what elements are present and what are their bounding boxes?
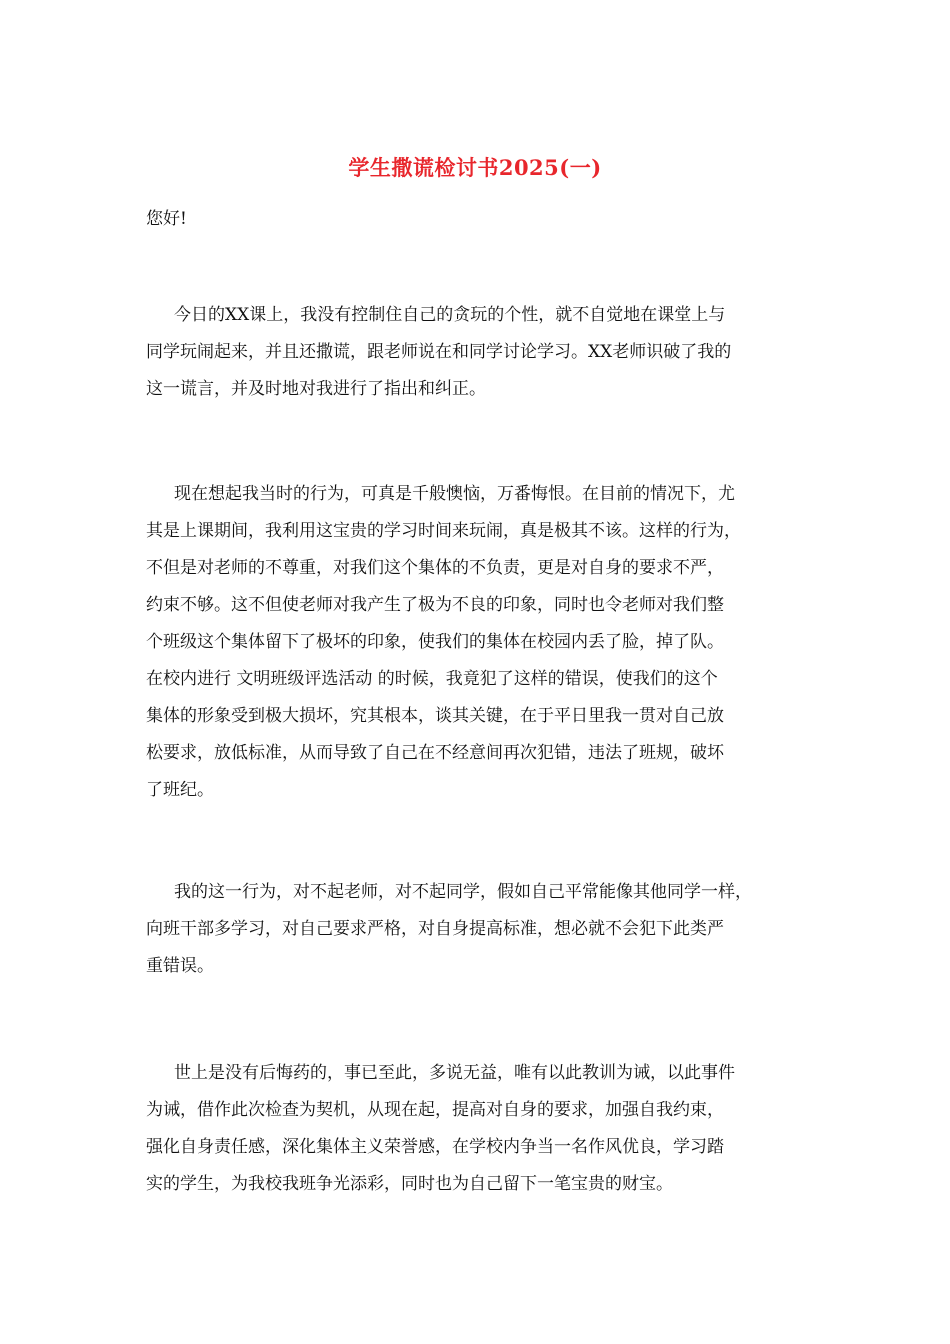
paragraph: 现在想起我当时的行为，可真是千般懊恼，万番悔恨。在目前的情况下，尤 其是上课期间，我利用这宝贵的学习时间来玩闹，真是极其不该。这样的行为， 不但是对老师的不尊重，对我们这个集体的不负责，更是对自身的要求不严， 约束不够。这不但使老师对我产生了极为不良的印象，同时也令老师对我们整 个班级这个集体留下了极坏的印象，使我们的集体在校园内丢了脸，掉了队。 在校内进行 文明班级评选活动 的时候，我竟犯了这样的错误，使我们的这个 集体的形象受到极大损坏，究其根本，谈其关键，在于平日里我一贯对自己放 松要求，放低标准，从而导致了自己在不经意间再次犯错，违法了班规，破坏 了班纪。 [146, 484, 741, 800]
paragraph: 今日的XX课上，我没有控制住自己的贪玩的个性，就不自觉地在课堂上与 同学玩闹起来，并且还撒谎，跟老师说在和同学讨论学习。XX老师识破了我的 这一谎言，并及时地对我进行了指出和纠正。 [146, 305, 732, 399]
greeting: 您好! [146, 209, 187, 229]
document-title: 学生撒谎检讨书2025(一) [348, 155, 602, 180]
paragraph: 世上是没有后悔药的，事已至此，多说无益，唯有以此教训为诫，以此事件 为诫，借作此次检查为契机，从现在起，提高对自身的要求，加强自我约束， 强化自身责任感，深化集体主义荣誉感，在学校内争当一名作风优良，学习踏 实的学生，为我校我班争光添彩，同时也为自己留下一笔宝贵的财宝。 [146, 1063, 735, 1194]
paragraph: 我的这一行为，对不起老师，对不起同学，假如自己平常能像其他同学一样， 向班干部多学习，对自己要求严格，对自身提高标准，想必就不会犯下此类严 重错误。 [146, 882, 752, 976]
